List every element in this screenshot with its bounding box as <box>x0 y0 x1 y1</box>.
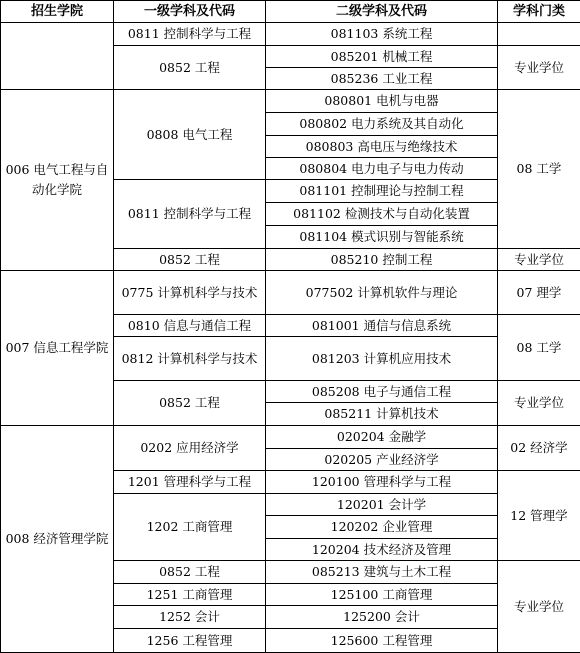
first-level-cell: 0852 工程 <box>114 249 266 271</box>
table-row <box>1 271 580 315</box>
header-second-level: 二级学科及代码 <box>266 1 498 23</box>
second-level-cell: 085210 控制工程 <box>266 249 498 271</box>
table-row <box>1 90 580 113</box>
second-level-cell: 077502 计算机软件与理论 <box>266 271 498 315</box>
second-level-cell: 081103 系统工程 <box>266 23 498 46</box>
header-category: 学科门类 <box>498 1 580 23</box>
second-level-cell: 081102 检测技术与自动化装置 <box>266 203 498 226</box>
second-level-cell: 020204 金融学 <box>266 426 498 449</box>
header-row <box>1 1 580 23</box>
second-level-cell: 080803 高电压与绝缘技术 <box>266 136 498 158</box>
table-row <box>1 426 580 449</box>
second-level-cell: 120202 企业管理 <box>266 516 498 539</box>
category-cell: 07 理学 <box>498 271 580 315</box>
first-level-cell: 0852 工程 <box>114 46 266 90</box>
first-level-cell: 0808 电气工程 <box>114 90 266 180</box>
category-cell-empty <box>498 23 580 46</box>
first-level-cell: 0202 应用经济学 <box>114 426 266 471</box>
category-cell: 08 工学 <box>498 315 580 381</box>
table-row <box>1 23 580 46</box>
second-level-cell: 085213 建筑与土木工程 <box>266 561 498 584</box>
second-level-cell: 085208 电子与通信工程 <box>266 381 498 403</box>
first-level-cell: 0852 工程 <box>114 381 266 426</box>
second-level-cell: 081101 控制理论与控制工程 <box>266 180 498 203</box>
first-level-cell: 1256 工程管理 <box>114 629 266 653</box>
first-level-cell: 1251 工商管理 <box>114 584 266 606</box>
header-college: 招生学院 <box>1 1 114 23</box>
category-cell: 专业学位 <box>498 561 580 653</box>
college-cell: 007 信息工程学院 <box>1 271 114 426</box>
second-level-cell: 125600 工程管理 <box>266 629 498 653</box>
first-level-cell: 1202 工商管理 <box>114 494 266 561</box>
college-cell: 008 经济管理学院 <box>1 426 114 653</box>
college-cell-empty <box>1 23 114 90</box>
first-level-cell: 1252 会计 <box>114 606 266 629</box>
second-level-cell: 125200 会计 <box>266 606 498 629</box>
first-level-cell: 0811 控制科学与工程 <box>114 180 266 249</box>
category-cell: 专业学位 <box>498 46 580 90</box>
first-level-cell: 0810 信息与通信工程 <box>114 315 266 337</box>
first-level-cell: 0775 计算机科学与技术 <box>114 271 266 315</box>
first-level-cell: 1201 管理科学与工程 <box>114 471 266 494</box>
second-level-cell: 125100 工商管理 <box>266 584 498 606</box>
second-level-cell: 081203 计算机应用技术 <box>266 337 498 381</box>
second-level-cell: 081104 模式识别与智能系统 <box>266 226 498 249</box>
second-level-cell: 080801 电机与电器 <box>266 90 498 113</box>
second-level-cell: 085201 机械工程 <box>266 46 498 68</box>
first-level-cell: 0812 计算机科学与技术 <box>114 337 266 381</box>
second-level-cell: 080804 电力电子与电力传动 <box>266 158 498 180</box>
second-level-cell: 085211 计算机技术 <box>266 403 498 426</box>
second-level-cell: 120201 会计学 <box>266 494 498 516</box>
second-level-cell: 085236 工业工程 <box>266 68 498 90</box>
category-cell: 专业学位 <box>498 381 580 426</box>
second-level-cell: 080802 电力系统及其自动化 <box>266 113 498 136</box>
second-level-cell: 081001 通信与信息系统 <box>266 315 498 337</box>
first-level-cell: 0811 控制科学与工程 <box>114 23 266 46</box>
category-cell: 12 管理学 <box>498 471 580 561</box>
category-cell: 08 工学 <box>498 90 580 249</box>
category-cell: 02 经济学 <box>498 426 580 471</box>
header-first-level: 一级学科及代码 <box>114 1 266 23</box>
second-level-cell: 120100 管理科学与工程 <box>266 471 498 494</box>
second-level-cell: 020205 产业经济学 <box>266 449 498 471</box>
college-cell: 006 电气工程与自动化学院 <box>1 90 114 271</box>
category-cell: 专业学位 <box>498 249 580 271</box>
second-level-cell: 120204 技术经济及管理 <box>266 539 498 561</box>
first-level-cell: 0852 工程 <box>114 561 266 584</box>
